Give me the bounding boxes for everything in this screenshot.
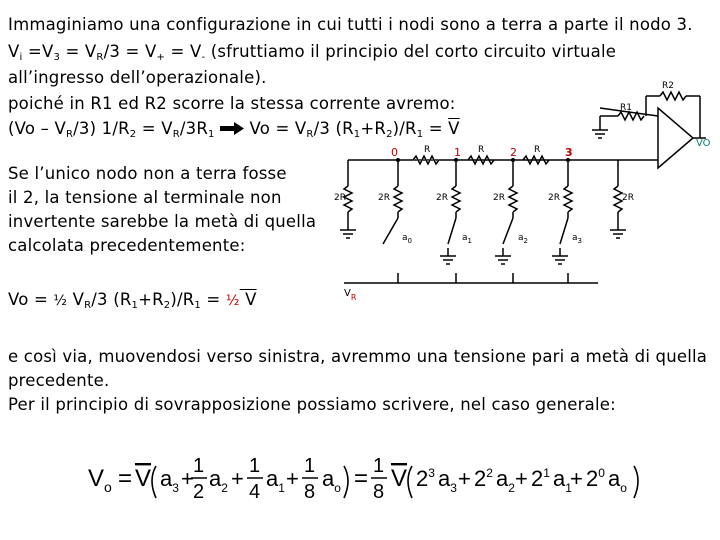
node-label-3: 3 bbox=[565, 146, 573, 159]
formula-term-0: $2^0$ $a_o$ bbox=[586, 466, 627, 495]
formula-term-2: $2^2$ $a_2$ bbox=[474, 466, 515, 495]
shunt-2r-label-2: 2R bbox=[436, 193, 448, 203]
v-symbol: $\overline{V}$ bbox=[448, 119, 460, 138]
formula-v-1: V bbox=[135, 465, 152, 492]
formula-plus-3: + bbox=[286, 466, 299, 491]
text-line-3: all’ingresso dell’operazionale). bbox=[8, 68, 267, 87]
formula-num-2: 1 bbox=[249, 455, 261, 477]
series-r-label-2: R bbox=[478, 145, 485, 155]
formula-num-1: 1 bbox=[193, 455, 205, 477]
formula-equals-1: = bbox=[118, 465, 133, 492]
formula-a2: $a_2$ bbox=[209, 466, 228, 495]
text-line-1: Immaginiamo una configurazione in cui tutti i nodi sono a terra a parte il nodo 3. bbox=[8, 15, 693, 34]
formula-vo: $V_o$ bbox=[88, 465, 112, 495]
switch-label-a0: $a_0$ bbox=[402, 233, 412, 245]
text-line-10: Vo = ½ $V_R/3$ $(R_1+R_2)/R_1$ = ½ V bbox=[8, 290, 257, 311]
formula-plus-4: + bbox=[458, 466, 471, 491]
text-line-2: $V_i =V_3 = V_R/3 = V_+ = V_-$ (sfruttiamo il principio del corto circuito virtuale bbox=[8, 42, 617, 63]
formula-a1: $a_1$ bbox=[266, 466, 285, 495]
formula-plus-2: + bbox=[231, 466, 244, 491]
node-label-2: 2 bbox=[510, 146, 517, 159]
formula-a3: $a_3$ bbox=[160, 466, 179, 495]
text-line-4: poiché in R1 ed R2 scorre la stessa corrente avremo: bbox=[8, 94, 456, 113]
formula-term-1: $2^1$ $a_1$ bbox=[531, 466, 572, 495]
vo-label: VO bbox=[696, 138, 711, 149]
switch-label-a1: $a_1$ bbox=[462, 233, 472, 245]
formula-num-4: 1 bbox=[373, 455, 385, 477]
formula-plus-6: + bbox=[570, 466, 583, 491]
formula-den-4: 4 bbox=[249, 481, 261, 503]
shunt-2r-label-0: 2R bbox=[334, 193, 346, 203]
shunt-2r-label-1: 2R bbox=[378, 193, 390, 203]
series-r-label-1: R bbox=[424, 145, 431, 155]
switch-label-a3: $a_3$ bbox=[572, 233, 582, 245]
node-label-1: 1 bbox=[454, 146, 461, 159]
formula-den-2: 2 bbox=[193, 481, 205, 503]
formula-plus-5: + bbox=[515, 466, 528, 491]
arrow-right-icon bbox=[220, 122, 244, 135]
formula-plus-1: + bbox=[181, 466, 194, 491]
general-formula bbox=[88, 444, 648, 516]
paragraph-3: e così via, muovendosi verso sinistra, avremmo una tensione pari a metà di quella precedente. Per il principio di sovrapposizione possiamo scrivere, nel caso generale: bbox=[8, 347, 708, 414]
switch-label-a2: $a_2$ bbox=[518, 233, 528, 245]
r1-label: R1 bbox=[620, 103, 632, 113]
r2-label: R2 bbox=[662, 81, 674, 91]
formula-term-3: $2^3$ $a_3$ bbox=[416, 466, 457, 495]
r-2r-ladder-circuit bbox=[328, 78, 720, 310]
paragraph-2: Se l’unico nodo non a terra fosse il 2, la tensione al terminale non invertente sarebbe la metà di quella calcolata precedentemente: bbox=[8, 164, 317, 255]
shunt-2r-label-3: 2R bbox=[493, 193, 505, 203]
formula-ao: $a_o$ bbox=[322, 466, 341, 495]
shunt-2r-label-5: 2R bbox=[622, 193, 634, 203]
shunt-2r-label-4: 2R bbox=[548, 193, 560, 203]
node-label-0: 0 bbox=[391, 146, 398, 159]
text-line-5: $(Vo - V_R/3)$ $1/R_2 = V_R/3R_1$ $Vo = V_R/3$ $(R_1+R_2)/R_1 = \overline{V}$ bbox=[8, 119, 460, 140]
formula-num-3: 1 bbox=[304, 455, 316, 477]
series-r-label-3: R bbox=[534, 145, 541, 155]
formula-equals-2: = bbox=[354, 465, 369, 492]
formula-den-8b: 8 bbox=[373, 481, 385, 503]
formula-den-8: 8 bbox=[304, 481, 316, 503]
vr-label: $V_R$ bbox=[344, 288, 357, 302]
formula-v-2: V bbox=[391, 465, 408, 492]
